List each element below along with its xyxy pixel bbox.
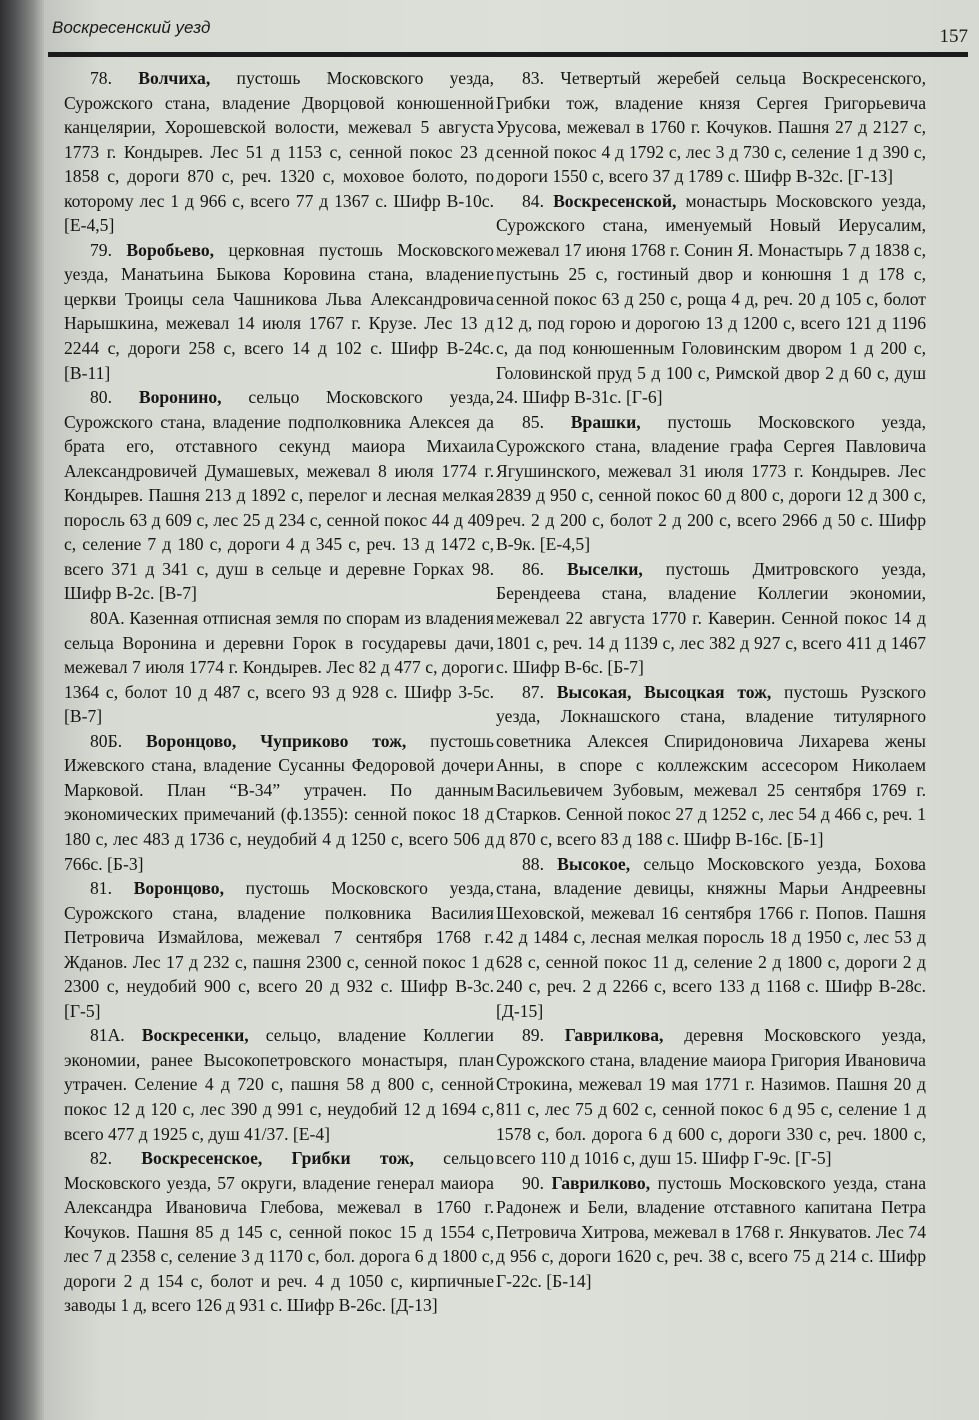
entry-place-name: Врашки, [570, 411, 641, 432]
catalog-entry [496, 410, 926, 557]
entry-description: пустошь Рузского уезда, Локнашского стана, владение титулярного советника Алексея Спиридоновича Лихарева жены Анны, в споре с коллежским ассесором Николаем Васильевичем Зубовым, межевал 25 сентября 1769 г. Старков. Сенной покос 27 д 1252 с, лес 54 д 466 с, реч. 1 д 870 с, всего 83 д 188 с. Шифр В-16с. [Б-1] [496, 681, 926, 849]
entry-description: сельцо Московского уезда, Сурожского стана, владение подполковника Алексея да брата его, отставного секунд маиора Михаила Александровичей Думашевых, межевал 8 июля 1774 г. Кондырев. Пашня 213 д 1892 с, перелог и лесная мелкая поросль 63 д 609 с, лес 25 д 234 с, сенной покос 44 д 409 с, селение 7 д 180 с, дороги 4 д 345 с, реч. 13 д 1472 с, всего 371 д 341 с, душ в сельце и деревне Горках 98. Шифр В-2с. [В-7] [64, 387, 494, 604]
catalog-entry [496, 852, 926, 1024]
entry-place-name: Выселки, [566, 558, 643, 579]
entry-place-name: Гаврилкова, [564, 1025, 664, 1046]
page-header [48, 8, 968, 56]
entry-description: пустошь Московского уезда, Сурожского стана, владение полковника Василия Петровича Измайлова, межевал 7 сентября 1768 г. Жданов. Лес 17 д 232 с, пашня 2300 с, сенной покос 1 д 2300 с, неудобий 900 с, всего 20 д 932 с. Шифр В-3с. [Г-5] [64, 878, 494, 1021]
catalog-entry [496, 66, 926, 189]
entry-description: церковная пустошь Московского уезда, Манатьина Быкова Коровина стана, владение церкви Троицы села Чашникова Льва Александровича Нарышкина, межевал 14 июля 1767 г. Крузе. Лес 13 д 2244 с, дороги 258 с, всего 14 д 102 с. Шифр В-24с. [В-11] [64, 239, 494, 383]
entry-place-name: Воронцово, [133, 878, 224, 899]
entry-description: пустошь Московского уезда, стана Радонеж и Бели, владение отставного капитана Петра Петровича Хитрова, межевал в 1768 г. Янкуватов. Лес 74 д 956 с, дороги 1620 с, реч. 38 с, всего 75 д 214 с. Шифр Г-22с. [Б-14] [496, 1172, 926, 1291]
entry-description: Казенная отписная земля по спорам из владения сельца Воронина и деревни Горок в государевы дачи, межевал 7 июля 1774 г. Кондырев. Лес 82 д 477 с, дороги 1364 с, болот 10 д 487 с, всего 93 д 928 с. Шифр З-5с. [В-7] [64, 608, 495, 727]
page-number: 157 [939, 26, 968, 47]
entry-number: 90. [522, 1172, 544, 1193]
entry-place-name: Гаврилково, [551, 1172, 651, 1193]
right-column [496, 66, 926, 1293]
entry-number: 80А. [90, 608, 125, 629]
entry-number: 89. [522, 1025, 544, 1046]
entry-place-name: Воскресенской, [553, 190, 677, 211]
catalog-entry [64, 1146, 494, 1318]
catalog-entry [64, 1023, 494, 1146]
entry-number: 86. [522, 558, 544, 579]
entry-description: пустошь Ижевского стана, владение Сусанны Федоровой дочери Марковой. План “В-34” утрачен. По данным экономических примечаний (ф.1355): сенной покос 18 д 180 с, лес 483 д 1736 с, неудобий 4 д 1250 с, всего 506 д 766с. [Б-3] [64, 730, 494, 874]
entry-description: деревня Московского уезда, Сурожского стана, владение маиора Григория Ивановича Строкина, межевал 19 мая 1771 г. Назимов. Пашня 20 д 811 с, лес 75 д 602 с, сенной покос 6 д 95 с, селение 1 д 1578 с, бол. дорога 6 д 600 с, дороги 330 с, реч. 1800 с, всего 110 д 1016 с, душ 15. Шифр Г-9с. [Г-5] [496, 1025, 926, 1169]
catalog-entry [496, 557, 926, 680]
entry-number: 81А. [90, 1025, 125, 1046]
catalog-entry [496, 189, 926, 410]
entry-number: 83. [522, 68, 544, 88]
entry-number: 79. [90, 239, 112, 260]
catalog-entry [64, 385, 494, 606]
catalog-entry [64, 606, 494, 729]
entry-place-name: Воронино, [138, 387, 222, 408]
entry-place-name: Высокая, Высоцкая тож, [556, 681, 772, 702]
header-rule [48, 52, 968, 57]
catalog-entry [496, 1171, 926, 1294]
book-spine-edge [0, 0, 44, 1420]
running-head-title: Воскресенский уезд [52, 18, 211, 37]
catalog-entry [496, 1023, 926, 1170]
entry-place-name: Воронцово, Чуприково тож, [146, 730, 407, 751]
entry-number: 80Б. [90, 730, 123, 751]
catalog-entry [64, 729, 494, 876]
entry-number: 88. [522, 853, 544, 874]
entry-description: сельцо, владение Коллегии экономии, ранее Высокопетровского монастыря, план утрачен. Селение 4 д 720 с, пашня 58 д 800 с, сенной покос 12 д 120 с, лес 390 д 991 с, неудобий 12 д 1694 с, всего 477 д 1925 с, душ 41/37. [Е-4] [64, 1025, 494, 1144]
left-column [64, 66, 494, 1318]
entry-description: сельцо Московского уезда, Бохова стана, владение девицы, княжны Марьи Андреевны Шеховской, межевал 16 сентября 1766 г. Попов. Пашня 42 д 1484 с, лесная мелкая поросль 18 д 1950 с, лес 53 д 628 с, сенной покос 11 д, селение 2 д 1800 с, дороги 2 д 240 с, реч. 2 д 2266 с, всего 133 д 1168 с. Шифр В-28с. [Д-15] [496, 853, 926, 1021]
entry-description: пустошь Московского уезда, Сурожского стана, владение Дворцовой конюшенной канцелярии, Хорошевской волости, межевал 5 августа 1773 г. Кондырев. Лес 51 д 1153 с, сенной покос 23 д 1858 с, дороги 870 с, реч. 1320 с, моховое болото, по которому лес 1 д 966 с, всего 77 д 1367 с. Шифр В-10с. [Е-4,5] [64, 68, 495, 236]
entry-number: 78. [90, 68, 112, 88]
entry-place-name: Волчиха, [138, 68, 211, 88]
entry-number: 84. [522, 190, 544, 211]
catalog-entry [496, 680, 926, 852]
entry-description: пустошь Московского уезда, Сурожского стана, владение графа Сергея Павловича Ягушинского, межевал 31 июля 1773 г. Кондырев. Лес 2839 д 950 с, сенной покос 60 д 800 с, дороги 12 д 300 с, реч. 2 д 200 с, болот 2 д 200 с, всего 2966 д 50 с. Шифр В-9к. [Е-4,5] [496, 411, 926, 555]
catalog-entry [64, 238, 494, 385]
book-page [44, 0, 979, 1420]
entry-description: сельцо Московского уезда, 57 округи, владение генерал маиора Александра Ивановича Глебова, межевал в 1760 г. Кочуков. Пашня 85 д 145 с, сенной покос 15 д 1554 с, лес 7 д 2358 с, селение 3 д 1170 с, бол. дорога 6 д 1800 с, дороги 2 д 154 с, болот и реч. 4 д 1050 с, кирпичные заводы 1 д, всего 126 д 931 с. Шифр В-26с. [Д-13] [64, 1148, 494, 1316]
entry-number: 85. [522, 411, 544, 432]
entry-number: 82. [90, 1148, 112, 1169]
catalog-entry [64, 876, 494, 1023]
entry-number: 80. [90, 387, 112, 408]
entry-description: Четвертый жеребей сельца Воскресенского, Грибки тож, владение князя Сергея Григорьевича Урусова, межевал в 1760 г. Кочуков. Пашня 27 д 2127 с, сенной покос 4 д 1792 с, лес 3 д 730 с, селение 1 д 390 с, дороги 1550 с, всего 37 д 1789 с. Шифр В-32с. [Г-13] [496, 68, 926, 187]
entry-description: монастырь Московского уезда, Сурожского стана, именуемый Новый Иерусалим, межевал 17 июня 1768 г. Сонин Я. Монастырь 7 д 1838 с, пустынь 25 с, гостиный двор и конюшня 1 д 178 с, сенной покос 63 д 250 с, роща 4 д, реч. 20 д 105 с, болот 12 д, под горою и дорогою 13 д 1200 с, всего 121 д 1196 с, да под конюшенным Головинским двором 1 д 200 с, Головинской пруд 5 д 100 с, Римской двор 2 д 60 с, душ 24. Шифр В-31с. [Г-6] [496, 190, 926, 408]
entry-place-name: Воробьево, [126, 239, 215, 260]
entry-place-name: Воскресенки, [141, 1025, 249, 1046]
entry-number: 81. [90, 878, 112, 899]
entry-place-name: Высокое, [557, 853, 631, 874]
entry-number: 87. [522, 681, 544, 702]
entry-description: пустошь Дмитровского уезда, Берендеева стана, владение Коллегии экономии, межевал 22 августа 1770 г. Каверин. Сенной покос 14 д 1801 с, реч. 14 д 1139 с, лес 382 д 927 с, всего 411 д 1467 с. Шифр В-6с. [Б-7] [496, 558, 926, 678]
catalog-entry [64, 66, 494, 238]
entry-place-name: Воскресенское, Грибки тож, [141, 1148, 414, 1169]
